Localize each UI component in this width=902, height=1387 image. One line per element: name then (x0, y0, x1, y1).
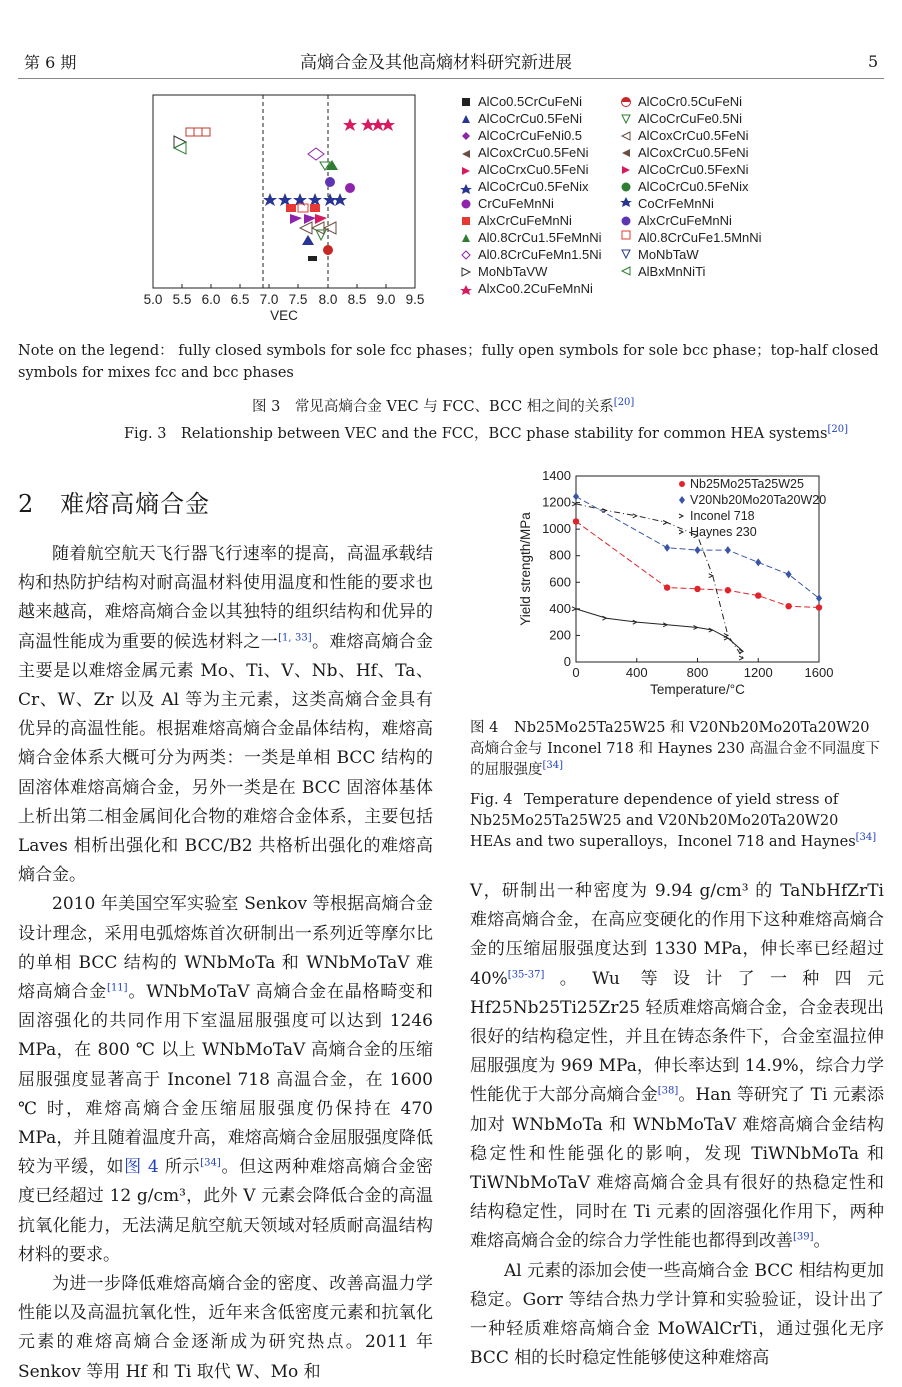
fig4-legend-marker (679, 481, 685, 487)
fig3-xtick: 6.0 (201, 292, 221, 307)
fig4-xlabel: Temperature/°C (650, 682, 745, 697)
fig4-ytick-label: 0 (563, 654, 571, 669)
fig4-legend-marker (679, 514, 683, 518)
fig3-caption-en (124, 422, 848, 443)
citation[interactable]: [39] (793, 1231, 814, 1243)
fig3-legend-item: CoCrFeMnNi (638, 196, 714, 211)
fig3-xlabel: VEC (270, 308, 298, 323)
fig4-legend-marker (679, 496, 685, 504)
fig3-xtick: 6.5 (230, 292, 250, 307)
fig4-caption-cn-text: Nb25Mo25Ta25W25 和 V20Nb20Mo20Ta20W20 高熵合金与 Inconel 718 和 Haynes 230 高温合金不同温度下的屈服强度 (470, 720, 880, 778)
fig4-ylabel: Yield strength/MPa (518, 512, 533, 626)
fig4-data-point (724, 636, 728, 640)
fig3-legend-item: CrCuFeMnNi (478, 196, 554, 211)
paragraph: V，研制出一种密度为 9.94 g/cm³ 的 TaNbHfZrTi 难熔高熵合金，在高应变硬化的作用下这种难熔高熵合金的压缩屈服强度达到 1330 MPa，伸长率已经超过 40%[35-37]。Wu 等设计了一种四元 Hf25Nb25Ti25Zr25 轻质难熔高熵合金，合金表现出很好的结构稳定性，并且在铸态条件下，合金室温拉伸屈服强度为 969 MPa，伸长率达到 14.9%，综合力学性能优于大部分高熵合金[38]。Han 等研究了 Ti 元素添加对 WNbMoTa 和 WNbMoTaV 难熔高熵合金结构稳定性和性能强化的影响，发现 TiWNbMoTa 和 TiWNbMoTaV 难熔高熵合金具有很好的热稳定性和结构稳定性，同时在 Ti 元素的固溶强化作用下，两种难熔高熵合金的综合力学性能也都得到改善[39]。 (470, 881, 884, 1252)
fig3-legend-item: MoNbTaVW (478, 264, 548, 279)
fig3-legend-item: AlCoCrCuFe0.5Ni (638, 111, 743, 126)
fig4-data-point (664, 584, 670, 590)
right-column (470, 877, 884, 1373)
fig3-legend-item: AlCoCrxCu0.5FeNi (478, 162, 589, 177)
fig3-legend-item: AlCoCrCu0.5FeNix (478, 179, 589, 194)
fig3-legend-item: Al0.8CrCuFeMn1.5Ni (478, 247, 602, 262)
left-column (18, 540, 433, 1387)
citation[interactable]: [34] (200, 1157, 221, 1169)
fig3-xtick: 7.0 (259, 292, 279, 307)
fig3-legend-item: AlxCrCuFeMnNi (478, 213, 572, 228)
fig3-legend-item: AlCoxCrCu0.5FeNi (638, 128, 749, 143)
fig4-legend-label: Inconel 718 (690, 509, 755, 523)
fig4-legend-label: V20Nb20Mo20Ta20W20 (690, 493, 827, 507)
fig4-ytick-label: 200 (549, 627, 571, 643)
fig4-legend-label: Haynes 230 (690, 525, 757, 539)
fig4-data-point (695, 546, 701, 554)
fig3-legend-item: Al0.8CrCu1.5FeMnNi (478, 230, 602, 245)
fig4-series-line (576, 609, 743, 652)
paragraph: 为进一步降低难熔高熵合金的密度、改善高温力学性能以及高温抗氧化性，近年来含低密度元素和抗氧化元素的难熔高熵合金逐渐成为研究热点。2011 年 Senkov 等用 Hf 和 Ti 取代 W、Mo 和 (18, 1274, 433, 1382)
fig4-caption-en (470, 790, 884, 853)
fig4-ytick-label: 1000 (542, 521, 571, 537)
page-number: 5 (868, 52, 879, 71)
fig3-markers (174, 118, 395, 261)
fig3-xtick: 7.5 (288, 292, 308, 307)
fig4-xtick-label: 1200 (743, 665, 773, 680)
fig4-data-point (572, 607, 576, 611)
section-heading (18, 484, 210, 519)
fig4-xtick-label: 400 (625, 665, 648, 680)
paragraph: 2010 年美国空军实验室 Senkov 等根据高熵合金设计理念，采用电弧熔炼首次研制出一系列近等摩尔比的单相 BCC 结构的 WNbMoTa 和 WNbMoTaV 难熔高熵合金[11]。WNbMoTaV 高熵合金在晶格畸变和固溶强化的共同作用下室温屈服强度可以达到 1246 MPa，在 800 ℃ 以上 WNbMoTaV 高熵合金的压缩屈服强度显著高于 Inconel 718 高温合金，在 1600 ℃ 时，难熔高熵合金压缩屈服强度仍保持在 470 MPa，并且随着温度升高，难熔高熵合金屈服强度降低较为平缓，如图 4 所示[34]。但这两种难熔高熵合金密度已经超过 12 g/cm³，此外 V 元素会降低合金的高温抗氧化能力，无法满足航空航天领域对轻质耐高温结构材料的要求。 (18, 894, 434, 1265)
fig4-legend-label: Nb25Mo25Ta25W25 (690, 477, 804, 491)
fig4-caption-en-label: Fig. 4 (470, 792, 513, 808)
paragraph: 随着航空航天飞行器飞行速率的提高，高温承载结构和热防护结构对耐高温材料使用温度和性能的要求也越来越高，难熔高熵合金以其独特的组织结构和优异的高温性能成为重要的候选材料之一[1, 33]。难熔高熵合金主要是以难熔金属元素 Mo、Ti、V、Nb、Hf、Ta、Cr、W、Zr 以及 Al 等为主元素，这类高熵合金具有优异的高温性能。根据难熔高熵合金晶体结构，难熔高熵合金体系大概可分为两类：一类是单相 BCC 结构的固溶体难熔高熵合金，另外一类是在 BCC 固溶体基体上析出第二相金属间化合物的难熔合金体系，主要包括 Laves 相析出强化和 BCC/B2 共格析出强化的难熔高熵合金。 (18, 544, 434, 886)
fig4-legend-marker (679, 530, 683, 534)
fig4-data-point (725, 546, 731, 554)
fig4-data-point (816, 594, 822, 602)
fig4-data-point (572, 502, 576, 506)
fig3-legend-note: Note on the legend： fully closed symbols for sole fcc phases；fully open symbols for sole bcc phase；top-half closed symbols for mixes fcc and bcc phases (18, 343, 879, 381)
fig4-data-point (573, 518, 579, 524)
fig4-xtick-label: 800 (686, 665, 709, 680)
fig3-legend-item: AlCoCrCu0.5FeNix (638, 179, 749, 194)
fig3-xtick: 8.0 (318, 292, 338, 307)
citation[interactable]: [38] (657, 1085, 679, 1097)
fig4-data-point (739, 649, 743, 653)
fig4-ytick-label: 1200 (542, 494, 571, 510)
fig4-data-point (602, 616, 606, 620)
fig4-data-point (816, 604, 822, 610)
fig4-data-point (664, 544, 670, 552)
fig3-plot (140, 90, 900, 330)
fig3-legend-item: MoNbTaW (638, 247, 699, 262)
fig4-data-point (633, 514, 637, 518)
fig3-legend-item: AlCoCrCu0.5FeNi (478, 111, 583, 126)
fig4-ytick-label: 600 (549, 574, 571, 590)
fig3-xtick: 9.5 (405, 292, 425, 307)
fig4-caption-cn-ref[interactable]: [34] (542, 760, 564, 772)
fig3-xtick: 8.5 (347, 292, 367, 307)
fig3-caption-en-text: Fig. 3 Relationship between VEC and the FCC，BCC phase stability for common HEA systems (124, 426, 828, 442)
citation[interactable]: [1, 33] (278, 631, 312, 643)
fig3-legend-item: AlxCo0.2CuFeMnNi (478, 281, 593, 296)
fig4-data-point (785, 603, 791, 609)
running-header-issue: 第 6 期 (24, 53, 77, 72)
fig3-legend-item: AlCoCrCuFeNi0.5 (478, 128, 583, 143)
fig3-caption-cn-ref[interactable]: [20] (613, 397, 635, 409)
fig4-data-point (755, 558, 761, 566)
fig3-legend-item: AlCo0.5CrCuFeNi (478, 94, 583, 109)
fig3-caption-cn-text: 图 3 常见高熵合金 VEC 与 FCC、BCC 相之间的关系 (252, 399, 614, 415)
fig3-legend-item: AlCoxCrCu0.5FeNi (478, 145, 589, 160)
fig4-xtick-label: 0 (572, 665, 580, 680)
fig4-data-point (755, 592, 761, 598)
fig3-xtick: 9.0 (376, 292, 396, 307)
fig3-legend-item: AlCoxCrCu0.5FeNi (638, 145, 749, 160)
citation[interactable]: [11] (107, 982, 128, 994)
fig4-data-point (725, 587, 731, 593)
fig3-legend-item: AlxCrCuFeMnNi (638, 213, 732, 228)
header-rule (18, 78, 884, 79)
fig4-data-point (573, 492, 579, 500)
fig4-ytick-label: 800 (549, 547, 571, 563)
citation[interactable]: [35-37] (507, 968, 545, 980)
fig4-caption-en-ref[interactable]: [34] (855, 832, 877, 844)
fig3-xtick: 5.5 (172, 292, 192, 307)
section-number: 2 (18, 490, 35, 518)
fig3-caption-cn (252, 395, 634, 416)
fig4-chart (512, 462, 852, 702)
running-header-title: 高熵合金及其他高熵材料研究新进展 (300, 53, 572, 73)
fig3-legend-item: AlCoCrCu0.5FexNi (638, 162, 749, 177)
fig3-xtick: 5.0 (143, 292, 163, 307)
fig3-legend-item: AlCoCr0.5CuFeNi (638, 94, 743, 109)
fig4-xtick-label: 1600 (804, 665, 834, 680)
section-title: 难熔高熵合金 (60, 490, 211, 518)
fig4-caption-cn-label: 图 4 (470, 720, 499, 736)
fig3-caption-en-ref[interactable]: [20] (827, 424, 849, 436)
fig4-data-point (694, 586, 700, 592)
fig4-ytick-label: 1400 (542, 468, 571, 483)
fig4-data-point (709, 574, 713, 578)
figure-link[interactable]: 图 4 (124, 1157, 159, 1178)
fig3-legend-item: Al0.8CrCuFe1.5MnNi (638, 230, 762, 245)
fig4-caption-cn (470, 718, 884, 781)
paragraph: Al 元素的添加会使一些高熵合金 BCC 相结构更加稳定。Gorr 等结合热力学计算和实验验证，设计出了一种轻质难熔高熵合金 MoWAlCrTi，通过强化无序 BCC 相的长时稳定性能够使这种难熔高 (470, 1260, 884, 1369)
fig4-ytick-label: 400 (549, 600, 571, 616)
fig3-legend-item: AlBxMnNiTi (638, 264, 706, 279)
fig4-caption-en-text: Temperature dependence of yield stress of Nb25Mo25Ta25W25 and V20Nb20Mo20Ta20W20 HEAs and two superalloys，Inconel 718 and Haynes (470, 792, 856, 850)
fig4-data-point (786, 570, 792, 578)
